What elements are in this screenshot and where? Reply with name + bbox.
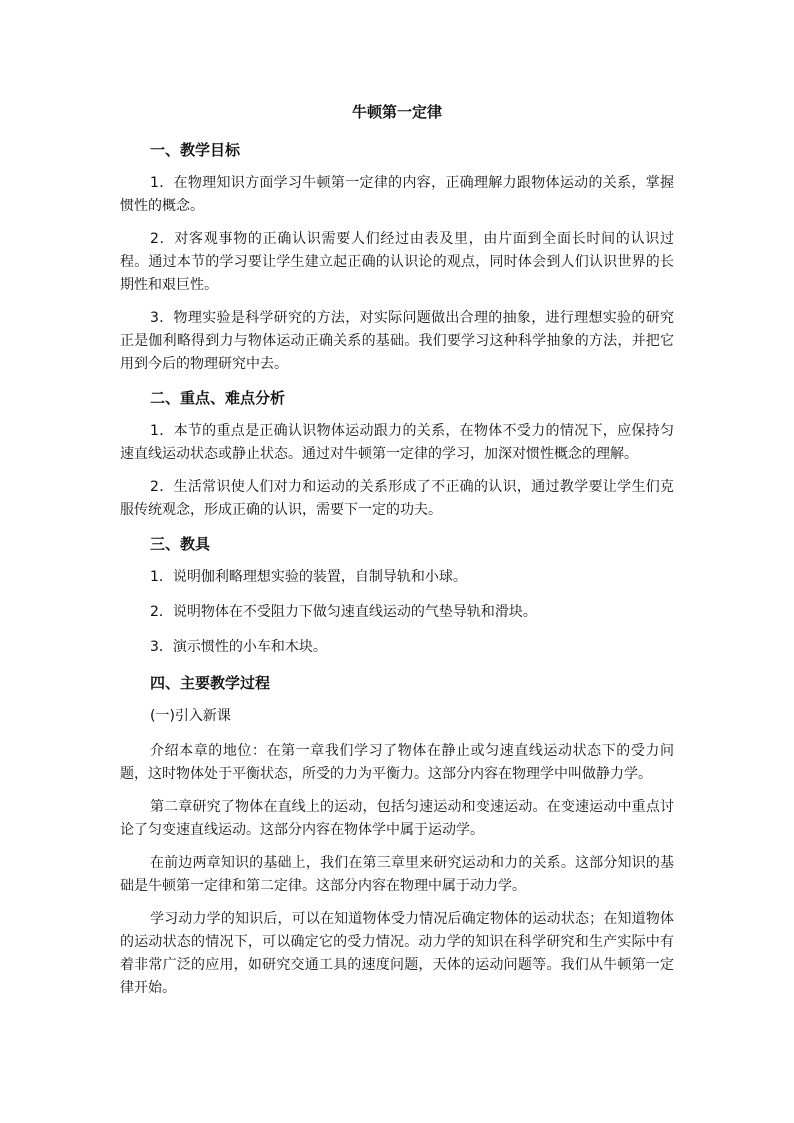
section-heading: 二、重点、难点分析 xyxy=(150,389,286,407)
section-heading: 三、教具 xyxy=(150,535,211,553)
paragraph: 1．在物理知识方面学习牛顿第一定律的内容，正确理解力跟物体运动的关系，掌握惯性的概念。 xyxy=(120,175,674,214)
document-title: 牛顿第一定律 xyxy=(351,103,442,121)
paragraph: 1．本节的重点是正确认识物体运动跟力的关系，在物体不受力的情况下，应保持匀速直线运动状态或静止状态。通过对牛顿第一定律的学习，加深对惯性概念的理解。 xyxy=(120,423,674,462)
section-teaching-aids xyxy=(120,532,674,659)
subsection-heading: (一)引入新课 xyxy=(150,708,231,724)
paragraph: 学习动力学的知识后，可以在知道物体受力情况后确定物体的运动状态；在知道物体的运动状态的情况下，可以确定它的受力情况。动力学的知识在科学研究和生产实际中有着非常广泛的应用，如研究交通工具的速度问题，天体的运动问题等。我们从牛顿第一定律开始。 xyxy=(120,911,674,996)
paragraph: 2．生活常识使人们对力和运动的关系形成了不正确的认识，通过教学要让学生们克服传统观念，形成正确的认识，需要下一定的功夫。 xyxy=(120,479,674,518)
paragraph: 2．对客观事物的正确认识需要人们经过由表及里，由片面到全面长时间的认识过程。通过本节的学习要让学生建立起正确的认识论的观点，同时体会到人们认识世界的长期性和艰巨性。 xyxy=(120,231,674,293)
paragraph: 3．物理实验是科学研究的方法，对实际问题做出合理的抽象，进行理想实验的研究正是伽利略得到力与物体运动正确关系的基础。我们要学习这种科学抽象的方法，并把它用到今后的物理研究中去。 xyxy=(120,310,674,372)
section-heading: 一、教学目标 xyxy=(150,141,241,159)
paragraph: 第二章研究了物体在直线上的运动，包括匀速运动和变速运动。在变速运动中重点讨论了匀变速直线运动。这部分内容在物体学中属于运动学。 xyxy=(120,799,674,838)
paragraph: 2．说明物体在不受阻力下做匀速直线运动的气垫导轨和滑块。 xyxy=(150,604,537,620)
paragraph: 3．演示惯性的小车和木块。 xyxy=(150,639,327,655)
paragraph: 1．说明伽利略理想实验的装置，自制导轨和小球。 xyxy=(150,569,467,585)
section-teaching-goals xyxy=(120,138,674,376)
document-page xyxy=(120,100,674,1010)
section-teaching-process xyxy=(120,671,674,1000)
paragraph: 在前边两章知识的基础上，我们在第三章里来研究运动和力的关系。这部分知识的基础是牛顿第一定律和第二定律。这部分内容在物理中属于动力学。 xyxy=(120,855,674,894)
paragraph: 介绍本章的地位：在第一章我们学习了物体在静止或匀速直线运动状态下的受力问题，这时物体处于平衡状态，所受的力为平衡力。这部分内容在物理学中叫做静力学。 xyxy=(120,743,674,782)
section-key-points xyxy=(120,386,674,522)
section-heading: 四、主要教学过程 xyxy=(150,674,271,692)
